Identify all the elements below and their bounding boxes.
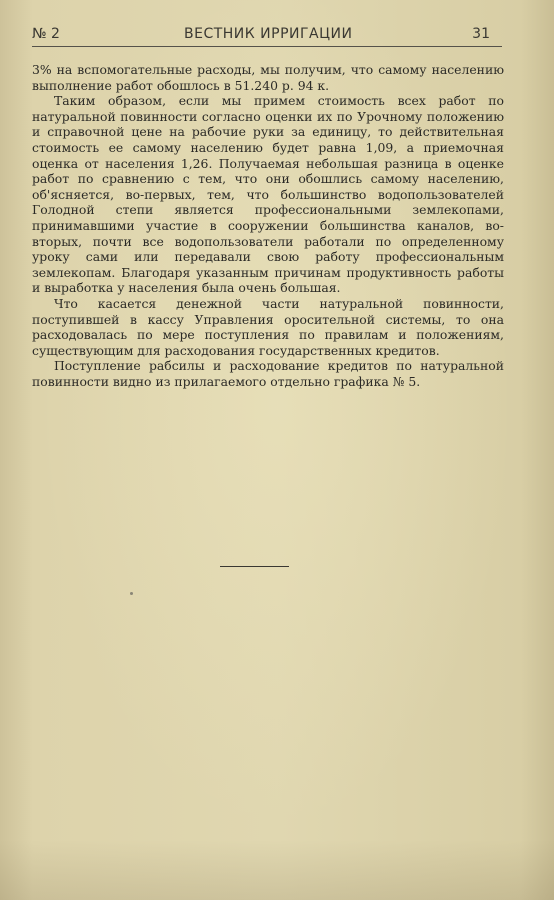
journal-title: ВЕСТНИК ИРРИГАЦИИ: [184, 26, 353, 42]
paragraph-3: Что касается денежной части натуральной повинности, поступившей в кассу Управления оросительной системы, то она расходовалась по мере поступления по правилам и положениям, существующим для расходования государственных кредитов.: [32, 295, 504, 358]
section-divider: [220, 566, 289, 567]
running-header: [32, 24, 502, 47]
paragraph-1: 3% на вспомогательные расходы, мы получим, что самому населению выполнение работ обошлось в 51.240 р. 94 к.: [32, 62, 504, 93]
article-body: [32, 62, 504, 389]
paper-speck: [130, 592, 133, 595]
issue-number: № 2: [32, 26, 60, 42]
paragraph-2: Таким образом, если мы примем стоимость всех работ по натуральной повинности согласно оценки их по Урочному положению и справочной цене на рабочие руки за единицу, то действительная стоимость ее самому населению будет равна 1,09, а приемочная оценка от населения 1,26. Получаемая небольшая разница в оценке работ по сравнению с тем, что они обошлись самому населению, об'ясняется, во-первых, тем, что большинство водопользователей Голодной степи является профессиональными землекопами, принимавшими участие в сооружении большинства каналов, во-вторых, почти все водопользователи работали по определенному уроку сами или передавали свою работу профессиональным землекопам. Благодаря указанным причинам продуктивность работы и выработка у населения была очень большая.: [32, 93, 504, 296]
paragraph-4: Поступление рабсилы и расходование кредитов по натуральной повинности видно из прилагаемого отдельно графика № 5.: [32, 358, 504, 389]
page-number: 31: [472, 26, 490, 42]
